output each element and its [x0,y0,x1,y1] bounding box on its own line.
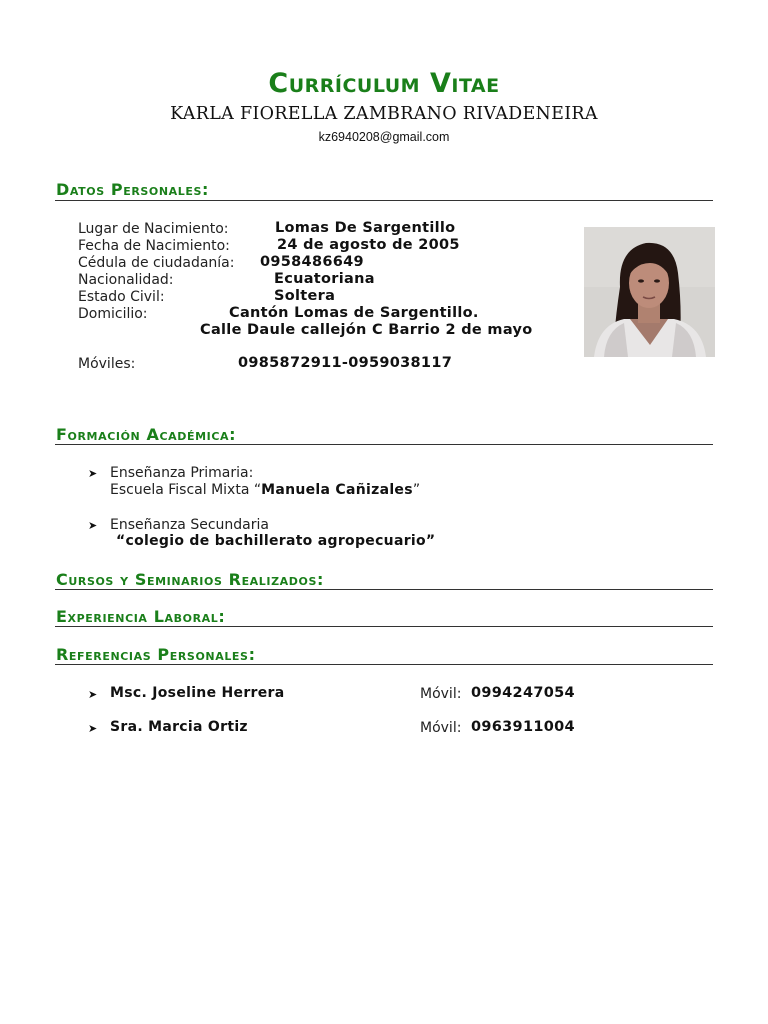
education-primary-school [110,482,420,498]
section-title-experience: Experiencia Laboral: [56,607,226,626]
cv-title: Currículum Vitae [268,68,500,99]
value-address-line2: Calle Daule callejón C Barrio 2 de mayo [200,322,533,338]
value-civil-status: Soltera [274,288,336,304]
section-rule [55,200,713,201]
reference-phone-label: Móvil: [420,720,462,736]
school-name: Manuela Cañizales [261,482,413,498]
section-title-education: Formación Académica: [56,425,237,444]
value-id: 0958486649 [260,254,364,270]
arrowhead-bullet-icon: ➤ [88,467,98,480]
arrowhead-bullet-icon: ➤ [88,688,98,701]
reference-phone: 0963911004 [471,719,575,735]
section-title-courses: Cursos y Seminarios Realizados: [56,570,324,589]
section-title-references: Referencias Personales: [56,645,256,664]
section-title-personal: Datos Personales: [56,180,210,199]
label-address: Domicilio: [78,306,148,322]
value-nationality: Ecuatoriana [274,271,375,287]
label-birthplace: Lugar de Nacimiento: [78,221,229,237]
reference-phone: 0994247054 [471,685,575,701]
education-secondary-school: “colegio de bachillerato agropecuario” [116,533,436,549]
reference-name: Msc. Joseline Herrera [110,685,285,701]
section-rule [55,444,713,445]
profile-photo [584,227,715,357]
value-birthplace: Lomas De Sargentillo [275,220,456,236]
value-birthdate: 24 de agosto de 2005 [277,237,460,253]
email-address: kz6940208@gmail.com [318,130,450,144]
label-id: Cédula de ciudadanía: [78,255,235,271]
school-prefix: Escuela Fiscal Mixta “ [110,482,262,498]
school-suffix: ” [412,482,421,498]
section-rule [55,626,713,627]
reference-name: Sra. Marcia Ortiz [110,719,248,735]
education-secondary-heading: Enseñanza Secundaria [110,517,269,533]
value-mobiles: 0985872911-0959038117 [238,355,453,371]
education-primary-heading: Enseñanza Primaria: [110,465,254,481]
section-rule [55,589,713,590]
reference-phone-label: Móvil: [420,686,462,702]
value-address: Cantón Lomas de Sargentillo. [229,305,479,321]
arrowhead-bullet-icon: ➤ [88,519,98,532]
label-mobiles: Móviles: [78,356,136,372]
label-civil-status: Estado Civil: [78,289,165,305]
section-rule [55,664,713,665]
label-birthdate: Fecha de Nacimiento: [78,238,230,254]
label-nationality: Nacionalidad: [78,272,174,288]
full-name: KARLA FIORELLA ZAMBRANO RIVADENEIRA [170,104,598,124]
arrowhead-bullet-icon: ➤ [88,722,98,735]
